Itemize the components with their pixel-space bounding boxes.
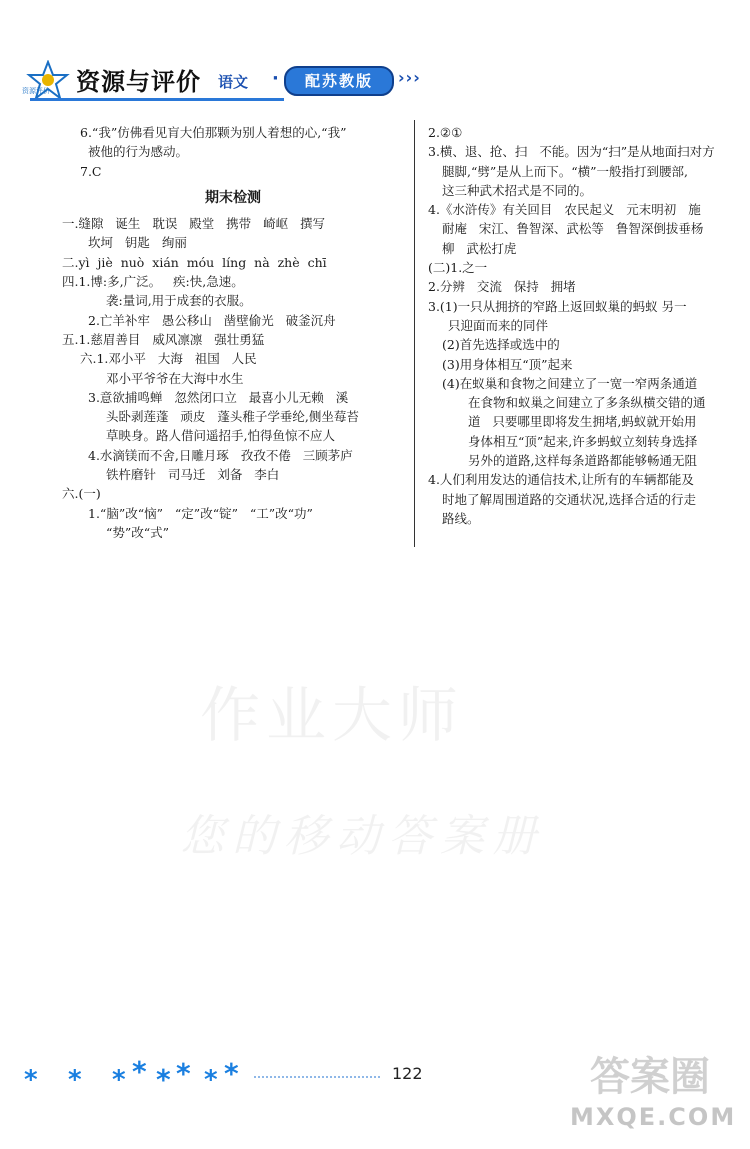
logo-caption: 资源评价 bbox=[22, 87, 50, 95]
watermark-sub: 您的移动答案册 bbox=[180, 811, 544, 862]
answer-line: 四.1.博:多,广泛。 疾:快,急速。 bbox=[62, 274, 244, 290]
header-underline bbox=[30, 98, 284, 101]
chevron-right-icon: ››› bbox=[398, 68, 421, 87]
star-icon: * bbox=[24, 1065, 38, 1095]
answer-line: 路线。 bbox=[442, 510, 480, 526]
subject-label: 语文 bbox=[218, 73, 249, 91]
answer-line: 六.(一) bbox=[62, 486, 101, 502]
answer-line: 2.亡羊补牢 愚公移山 凿壁偷光 破釜沉舟 bbox=[88, 312, 336, 328]
answer-line: 被他的行为感动。 bbox=[88, 144, 189, 160]
answer-line: (2)首先选择或选中的 bbox=[442, 337, 560, 353]
answer-line: 邓小平爷爷在大海中水生 bbox=[106, 370, 244, 386]
answer-line: 草映身。路人借问遥招手,怕得鱼惊不应人 bbox=[106, 428, 335, 444]
column-divider bbox=[414, 120, 415, 547]
answer-line: 一.缝隙 诞生 耽误 殿堂 携带 崎岖 撰写 bbox=[62, 216, 325, 232]
answer-line: “势”改“式” bbox=[106, 524, 170, 540]
page-header bbox=[12, 58, 432, 102]
answer-line: 只迎面而来的同伴 bbox=[448, 317, 549, 333]
answer-line: 腿脚,“劈”是从上而下。“横”一般指打到腰部, bbox=[442, 163, 689, 179]
answer-line: 7.C bbox=[80, 163, 102, 179]
answer-line: 3.(1)一只从拥挤的窄路上返回蚁巢的蚂蚁 另一 bbox=[428, 298, 687, 314]
answer-line: 坎坷 钥匙 绚丽 bbox=[88, 235, 187, 251]
answer-line: 3.意欲捕鸣蝉 忽然闭口立 最喜小儿无赖 溪 bbox=[88, 389, 349, 405]
answer-line: (3)用身体相互“顶”起来 bbox=[442, 356, 573, 372]
star-icon: * bbox=[204, 1065, 218, 1095]
star-icon: * bbox=[68, 1065, 82, 1095]
watermark-main: 作业大师 bbox=[200, 681, 464, 751]
answer-line: 耐庵 宋江、鲁智深、武松等 鲁智深倒拔垂杨 bbox=[442, 221, 704, 237]
title-separator: · bbox=[272, 68, 279, 89]
book-title: 资源与评价 bbox=[76, 68, 201, 96]
footer-stars bbox=[20, 1055, 260, 1095]
watermark-site: MXQE.COM bbox=[570, 1103, 737, 1131]
answer-line: 时地了解周围道路的交通状况,选择合适的行走 bbox=[442, 491, 696, 507]
answer-line: 6.“我”仿佛看见肓大伯那颗为别人着想的心,“我” bbox=[80, 125, 347, 140]
answer-line: 4.人们利用发达的通信技术,让所有的车辆都能及 bbox=[428, 472, 694, 488]
answer-line: (4)在蚁巢和食物之间建立了一宽一窄两条通道 bbox=[442, 375, 698, 391]
answer-line: 4.水滴镁而不舍,日雕月琢 孜孜不倦 三顾茅庐 bbox=[88, 447, 353, 463]
page-number: 122 bbox=[392, 1064, 423, 1083]
answer-line: 3.横、退、抢、扫 不能。因为“扫”是从地面扫对方 bbox=[428, 144, 715, 160]
answer-line: 头卧剥莲蓬 顽皮 蓬头稚子学垂纶,侧坐莓苔 bbox=[106, 409, 359, 425]
footer-dotted-line bbox=[254, 1076, 380, 1078]
star-icon: * bbox=[132, 1055, 147, 1088]
star-icon: * bbox=[156, 1063, 171, 1096]
edition-badge: 配苏教版 bbox=[284, 66, 394, 96]
right-column bbox=[428, 123, 748, 528]
answer-line: 这三种武术招式是不同的。 bbox=[442, 182, 593, 198]
answer-line: 五.1.慈眉善目 威风凛凛 强壮勇猛 bbox=[62, 331, 265, 347]
watermark-brand: 答案圈 bbox=[590, 1054, 710, 1100]
answer-line: 4.《水浒传》有关回目 农民起义 元末明初 施 bbox=[428, 202, 701, 218]
section-title: 期末检测 bbox=[205, 189, 261, 206]
answer-line: 柳 武松打虎 bbox=[442, 240, 517, 256]
answer-line: 2.②① bbox=[428, 125, 463, 140]
star-icon: * bbox=[176, 1057, 191, 1090]
answer-line: 2.分辨 交流 保持 拥堵 bbox=[428, 279, 576, 295]
answer-line: 1.“脑”改“恼” “定”改“锭” “工”改“功” bbox=[88, 505, 313, 521]
star-icon: * bbox=[224, 1057, 239, 1090]
star-icon: * bbox=[112, 1065, 126, 1095]
answer-line: 二.yì jiè nuò xián móu líng nà zhè chī bbox=[62, 254, 327, 270]
answer-line: 袭:量词,用于成套的衣服。 bbox=[106, 293, 252, 309]
left-column bbox=[62, 123, 404, 542]
answer-line: 六.1.邓小平 大海 祖国 人民 bbox=[80, 351, 257, 367]
answer-line: 身体相互“顶”起来,许多蚂蚁立刻转身选择 bbox=[468, 433, 698, 449]
answer-line: 铁杵磨针 司马迁 刘备 李白 bbox=[106, 467, 280, 483]
answer-line: 在食物和蚁巢之间建立了多条纵横交错的通 bbox=[468, 395, 706, 411]
answer-line: (二)1.之一 bbox=[428, 260, 488, 276]
answer-line: 另外的道路,这样每条道路都能够畅通无阻 bbox=[468, 453, 697, 469]
answer-line: 道 只要哪里即将发生拥堵,蚂蚁就开始用 bbox=[468, 414, 697, 430]
